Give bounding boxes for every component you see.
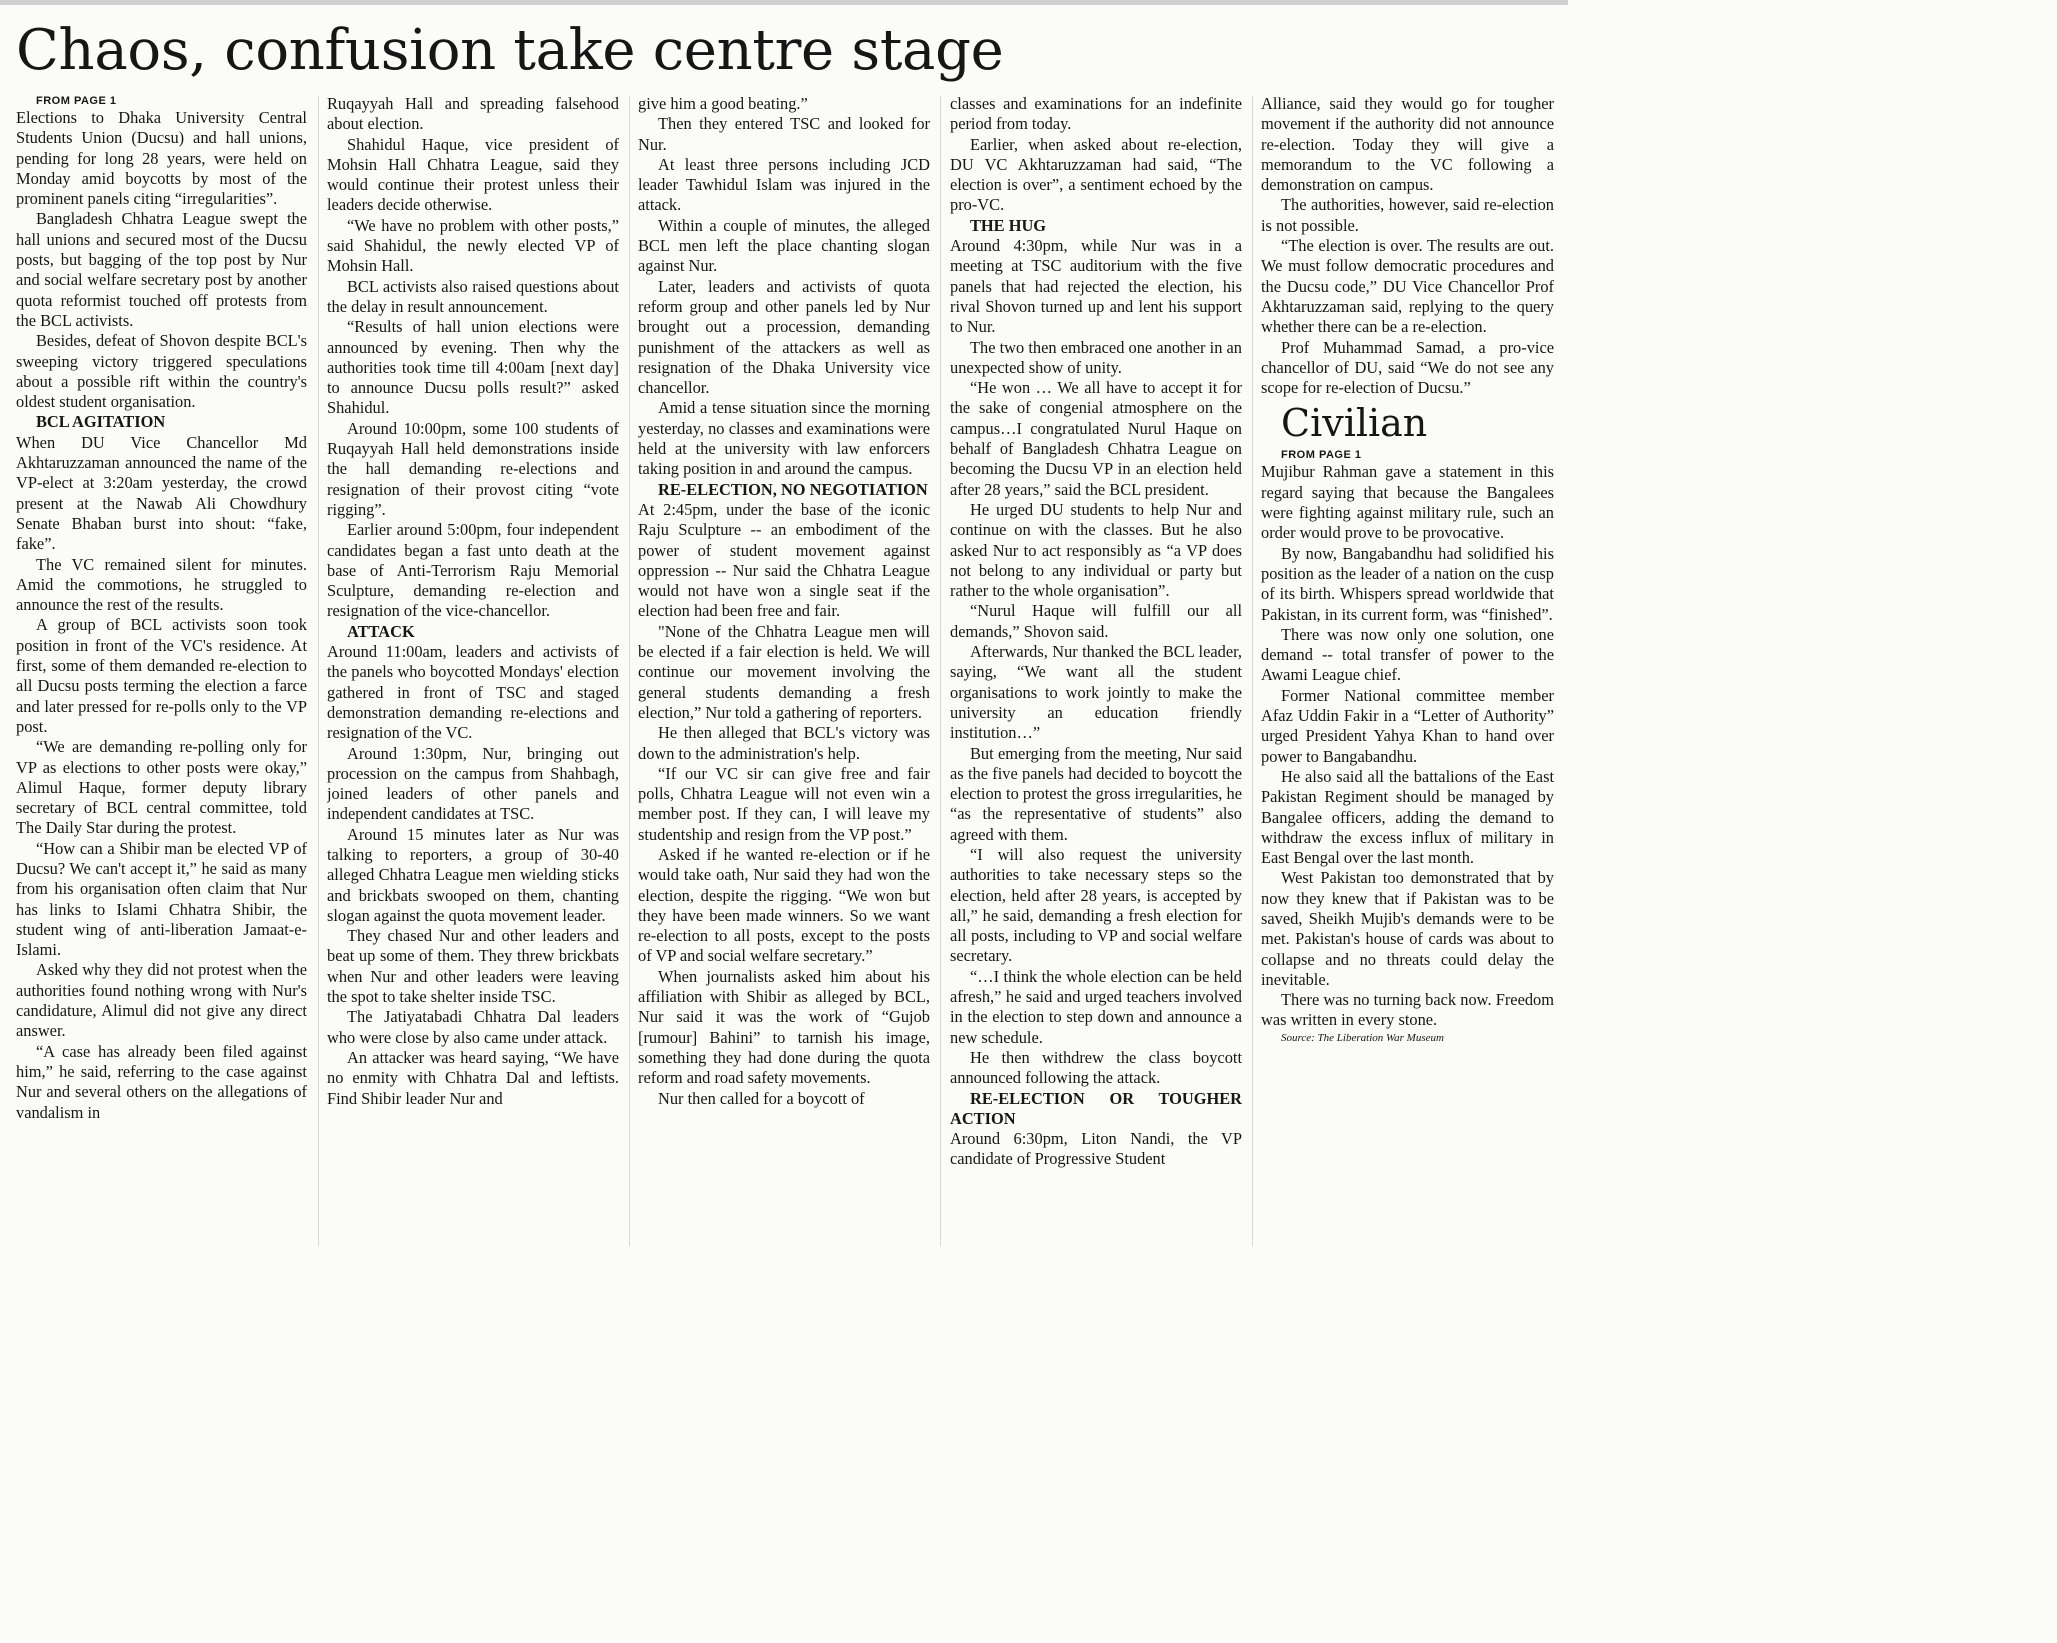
paragraph: Bangladesh Chhatra League swept the hall unions and secured most of the Ducsu posts, but bagging of the top post by Nur and social welfare secretary post by another quota reformist touched off protests from the BCL activists. [16,209,307,330]
article-column-1 [16,94,307,1249]
subheading-the-hug: THE HUG [970,215,1047,235]
paragraph: “We are demanding re-polling only for VP as elections to other posts were okay,” Alimul Haque, former deputy library secretary of BCL central committee, told The Daily Star during the protest. [16,737,307,838]
from-page-label: FROM PAGE 1 [36,95,117,107]
paragraph: classes and examinations for an indefinite period from today. [950,94,1242,134]
paragraph: Afterwards, Nur thanked the BCL leader, saying, “We want all the student organisations to work jointly to make the university an education friendly institution…” [950,642,1242,743]
paragraph: “A case has already been filed against him,” he said, referring to the case against Nur and several others on the allegations of vandalism in [16,1041,307,1122]
paragraph: By now, Bangabandhu had solidified his position as the leader of a nation on the cusp of its birth. Whispers spread worldwide that Pakistan, in its current form, was “finished”. [1261,543,1554,624]
paragraph: Mujibur Rahman gave a statement in this regard saying that because the Bangalees were fighting against military rule, such an order would prove to be provocative. [1261,462,1554,543]
paragraph: Then they entered TSC and looked for Nur. [638,114,930,154]
paragraph: At least three persons including JCD leader Tawhidul Islam was injured in the attack. [638,154,930,215]
paragraph: “How can a Shibir man be elected VP of Ducsu? We can't accept it,” he said as many from his organisation often claim that Nur has links to Islami Chhatra Shibir, the student wing of anti-liberation Jamaat-e-Islami. [16,838,307,960]
paragraph: When DU Vice Chancellor Md Akhtaruzzaman announced the name of the VP-elect at 3:20am yesterday, the crowd present at the Nawab Ali Chowdhury Senate Bhaban burst into shout: “fake, fake”. [16,432,307,554]
paragraph: Former National committee member Afaz Uddin Fakir in a “Letter of Authority” urged President Yahya Khan to hand over power to Bangabandhu. [1261,685,1554,766]
paragraph: Within a couple of minutes, the alleged BCL men left the place chanting slogan against Nur. [638,215,930,276]
article-column-4 [950,94,1242,1249]
paragraph: “The election is over. The results are out. We must follow democratic procedures and the Ducsu code,” DU Vice Chancellor Prof Akhtaruzzaman said, replying to the query whether there can be a re-election. [1261,236,1554,337]
paragraph: Asked why they did not protest when the authorities found nothing wrong with Nur's candidature, Alimul did not give any direct answer. [16,960,307,1041]
paragraph: “If our VC sir can give free and fair polls, Chhatra League will not even win a member post. If they can, I will leave my studentship and resign from the VP post.” [638,763,930,844]
paragraph: At 2:45pm, under the base of the iconic Raju Sculpture -- an embodiment of the power of student movement against oppression -- Nur said the Chhatra League would not have won a single seat if the election had been free and fair. [638,499,930,621]
civilian-from-page-label: FROM PAGE 1 [1281,449,1362,462]
paragraph: Around 15 minutes later as Nur was talking to reporters, a group of 30-40 alleged Chhatra League men wielding sticks and brickbats swooped on them, chanting slogan against the quota movement leader. [327,824,619,925]
paragraph: BCL activists also raised questions about the delay in result announcement. [327,276,619,316]
article-column-3 [638,94,930,1249]
paragraph: He then withdrew the class boycott announced following the attack. [950,1047,1242,1088]
paragraph: give him a good beating.” [638,94,808,113]
paragraph: Earlier, when asked about re-election, DU VC Akhtaruzzaman had said, “The election is over”, a sentiment echoed by the pro-VC. [950,134,1242,215]
headline: Chaos, confusion take centre stage [16,18,1004,83]
paragraph: “We have no problem with other posts,” said Shahidul, the newly elected VP of Mohsin Hall. [327,215,619,276]
paragraph: Elections to Dhaka University Central Students Union (Ducsu) and hall unions, pending for long 28 years, were held on Monday amid boycotts by most of the prominent panels citing “irregularities”. [16,108,307,209]
paragraph: There was no turning back now. Freedom was written in every stone. [1261,990,1554,1030]
paragraph: The authorities, however, said re-election is not possible. [1261,195,1554,235]
paragraph: Later, leaders and activists of quota reform group and other panels led by Nur brought out a procession, demanding punishment of the attackers as well as resignation of the Dhaka University vice chancellor. [638,276,930,398]
paragraph: A group of BCL activists soon took position in front of the VC's residence. At first, some of them demanded re-election to all Ducsu posts terming the election a farce and later pressed for re-polls only to the VP post. [16,615,307,736]
paragraph: “Nurul Haque will fulfill our all demands,” Shovon said. [950,601,1242,641]
paragraph: West Pakistan too demonstrated that by now they knew that if Pakistan was to be saved, Sheikh Mujib's demands were to be met. Pakistan's house of cards was about to collapse and no threats could delay the inevitable. [1261,868,1554,989]
article-column-2 [327,94,619,1249]
paragraph: The two then embraced one another in an unexpected show of unity. [950,337,1242,377]
paragraph: He also said all the battalions of the East Pakistan Regiment should be managed by Bangalee officers, adding the demand to withdraw the excess influx of military in East Bengal over the last month. [1261,766,1554,868]
subheading-bcl-agitation: BCL AGITATION [36,412,166,432]
paragraph: “…I think the whole election can be held afresh,” he said and urged teachers involved in the election to step down and announce a new schedule. [950,966,1242,1047]
subheading-reelection-or-tougher-action: RE-ELECTION OR TOUGHER ACTION [950,1088,1242,1128]
paragraph: He then alleged that BCL's victory was down to the administration's help. [638,723,930,763]
paragraph: Alliance, said they would go for tougher movement if the authority did not announce re-election. Today they will give a memorandum to the VC following a demonstration on campus. [1261,94,1554,195]
paragraph: Around 4:30pm, while Nur was in a meeting at TSC auditorium with the five panels that had rejected the election, his rival Shovon turned up and lent his support to Nur. [950,236,1242,337]
paragraph: “I will also request the university authorities to take necessary steps so the election, held after 28 years, is accepted by all,” he said, demanding a fresh election for all posts, including to VP and social welfare secretary. [950,844,1242,966]
paragraph: But emerging from the meeting, Nur said as the five panels had decided to boycott the election to protest the gross irregularities, he “as the representative of students” also agreed with them. [950,743,1242,844]
paragraph: Amid a tense situation since the morning yesterday, no classes and examinations were held at the university with law enforcers taking position in and around the campus. [638,398,930,479]
paragraph: Besides, defeat of Shovon despite BCL's sweeping victory triggered speculations about a possible rift within the country's oldest student organisation. [16,331,307,412]
paragraph: An attacker was heard saying, “We have no enmity with Chhatra Dal and leftists. Find Shibir leader Nur and [327,1047,619,1108]
paragraph: Earlier around 5:00pm, four independent candidates began a fast unto death at the base of Anti-Terrorism Raju Memorial Sculpture, demanding re-election and resignation of the vice-chancellor. [327,520,619,621]
civilian-headline: Civilian [1281,401,1428,446]
paragraph: Prof Muhammad Samad, a pro-vice chancellor of DU, said “We do not see any scope for re-election of Ducsu.” [1261,337,1554,398]
paragraph: Around 1:30pm, Nur, bringing out procession on the campus from Shahbagh, joined leaders of other panels and independent candidates at TSC. [327,743,619,824]
subheading-attack: ATTACK [347,621,415,641]
paragraph: Asked if he wanted re-election or if he would take oath, Nur said they had won the election, despite the rigging. “We won but they have been made winners. So we want re-election to all posts, except to the posts of VP and social welfare secretary.” [638,844,930,966]
paragraph: Around 6:30pm, Liton Nandi, the VP candidate of Progressive Student [950,1129,1242,1169]
paragraph: Ruqayyah Hall and spreading falsehood about election. [327,94,619,134]
paragraph: “Results of hall union elections were announced by evening. Then why the authorities took time till 4:00am [next day] to announce Ducsu polls result?” asked Shahidul. [327,317,619,418]
column-rule [318,96,319,1246]
paragraph: Shahidul Haque, vice president of Mohsin Hall Chhatra League, said they would continue their protest unless their leaders decide otherwise. [327,134,619,215]
article-column-5 [1261,94,1554,1249]
column-rule [1252,96,1253,1246]
paragraph: “He won … We all have to accept it for the sake of congenial atmosphere on the campus…I congratulated Nurul Haque on behalf of Bangladesh Chhatra League on becoming the Ducsu VP in an election held after 28 years,” said the BCL president. [950,378,1242,499]
paragraph: Around 11:00am, leaders and activists of the panels who boycotted Mondays' election gathered in front of TSC and staged demonstration demanding re-elections and resignation of the VC. [327,642,619,743]
paragraph: The VC remained silent for minutes. Amid the commotions, he struggled to announce the rest of the results. [16,554,307,615]
paragraph: There was now only one solution, one demand -- total transfer of power to the Awami League chief. [1261,624,1554,685]
source-credit: Source: The Liberation War Museum [1281,1031,1444,1044]
subheading-reelection-no-negotiation: RE-ELECTION, NO NEGOTIATION [658,479,928,499]
column-rule [940,96,941,1246]
paragraph: They chased Nur and other leaders and beat up some of them. They threw brickbats when Nur and other leaders were leaving the spot to take shelter inside TSC. [327,926,619,1007]
paragraph: Nur then called for a boycott of [658,1088,865,1108]
column-rule [629,96,630,1246]
paragraph: "None of the Chhatra League men will be elected if a fair election is held. We will continue our movement involving the general students demanding a fresh election,” Nur told a gathering of reporters. [638,621,930,722]
paragraph: The Jatiyatabadi Chhatra Dal leaders who were close by also came under attack. [327,1007,619,1047]
paragraph: He urged DU students to help Nur and continue on with the classes. But he also asked Nur to act responsibly as “a VP does not belong to any individual or party but rather to the whole organisation”. [950,499,1242,601]
paragraph: When journalists asked him about his affiliation with Shibir as alleged by BCL, Nur said it was the work of “Gujob [rumour] Bahini” to tarnish his image, something they had done during the quota reform and road safety movements. [638,966,930,1088]
paragraph: Around 10:00pm, some 100 students of Ruqayyah Hall held demonstrations inside the hall demanding re-elections and resignation of their provost citing “vote rigging”. [327,418,619,519]
previous-article-strip [0,0,1568,5]
